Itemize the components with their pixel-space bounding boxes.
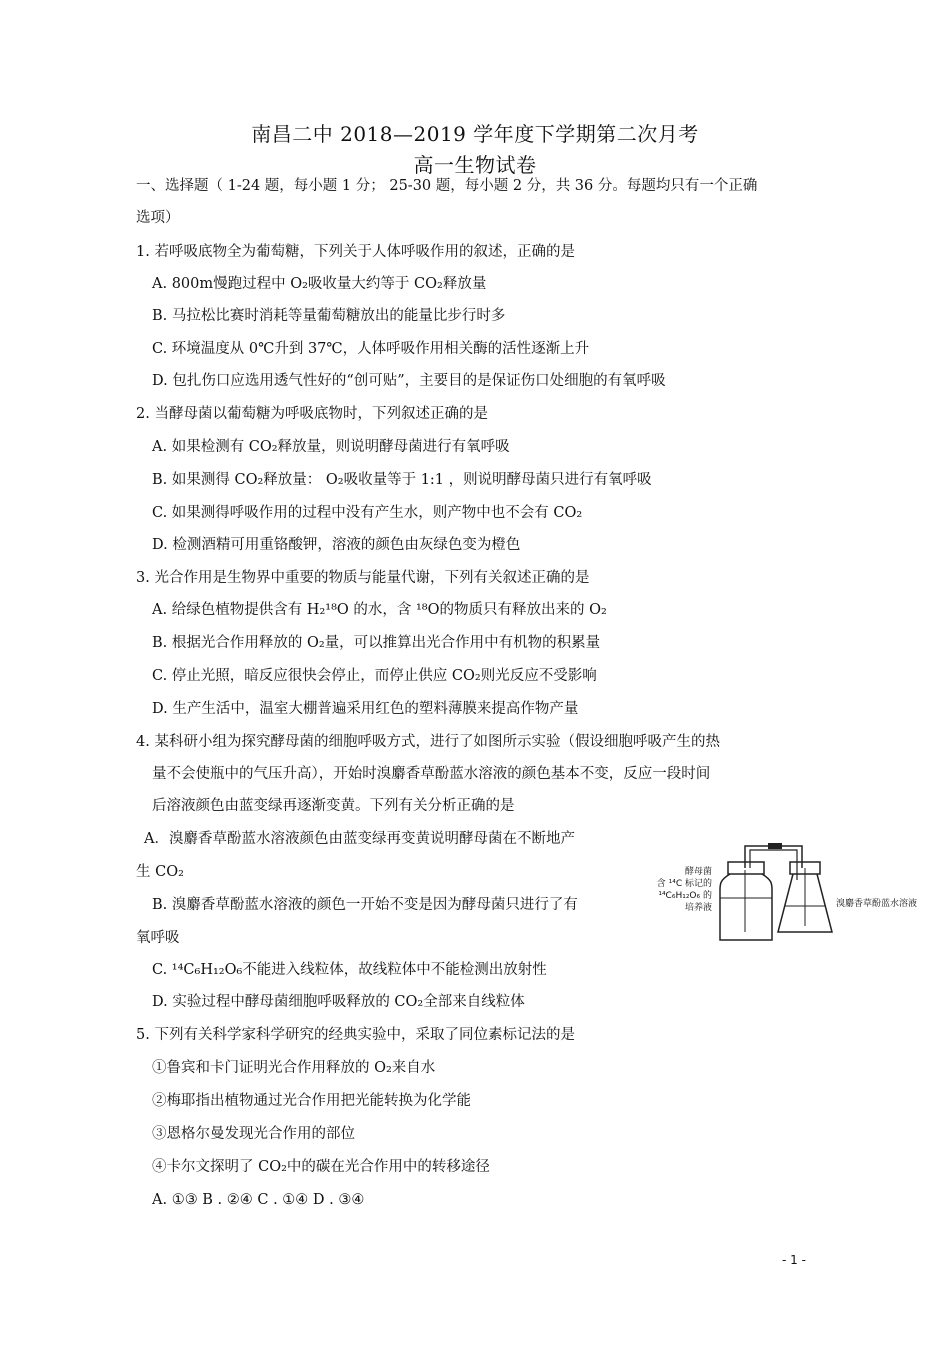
figure-label-glucose: ¹⁴C₆H₁₂O₆ 的 xyxy=(658,891,712,901)
q2-option-a: A. 如果检测有 CO₂释放量，则说明酵母菌进行有氧呼吸 xyxy=(152,439,510,455)
q1-option-c: C. 环境温度从 0℃升到 37℃，人体呼吸作用相关酶的活性逐渐上升 xyxy=(152,341,590,357)
q3-option-a: A. 给绿色植物提供含有 H₂¹⁸O 的水，含 ¹⁸O的物质只有释放出来的 O₂ xyxy=(152,602,607,618)
q2-option-c: C. 如果测得呼吸作用的过程中没有产生水，则产物中也不会有 CO₂ xyxy=(152,505,583,521)
q1-option-a: A. 800m慢跑过程中 O₂吸收量大约等于 CO₂释放量 xyxy=(152,276,487,292)
q1-option-b: B. 马拉松比赛时消耗等量葡萄糖放出的能量比步行时多 xyxy=(152,308,506,324)
q4-option-a: A．溴麝香草酚蓝水溶液颜色由蓝变绿再变黄说明酵母菌在不断地产 xyxy=(144,831,575,847)
figure-label-yeast: 酵母菌 xyxy=(684,867,712,877)
question-3-stem: 3. 光合作用是生物界中重要的物质与能量代谢，下列有关叙述正确的是 xyxy=(136,570,590,586)
figure-label-medium: 培养液 xyxy=(684,903,712,913)
question-4-stem-line2: 量不会使瓶中的气压升高），开始时溴麝香草酚蓝水溶液的颜色基本不变，反应一段时间 xyxy=(152,766,711,782)
question-4-stem-line3: 后溶液颜色由蓝变绿再逐渐变黄。下列有关分析正确的是 xyxy=(152,798,515,814)
question-2-stem: 2. 当酵母菌以葡萄糖为呼吸底物时，下列叙述正确的是 xyxy=(136,406,488,422)
q4-option-b: B. 溴麝香草酚蓝水溶液的颜色一开始不变是因为酵母菌只进行了有 xyxy=(152,897,578,913)
exam-subtitle: 高一生物试卷 xyxy=(413,153,537,177)
question-5-stem: 5. 下列有关科学家科学研究的经典实验中，采取了同位素标记法的是 xyxy=(136,1027,575,1043)
question-4-stem: 4. 某科研小组为探究酵母菌的细胞呼吸方式，进行了如图所示实验（假设细胞呼吸产生的热 xyxy=(136,734,720,750)
q5-item-3: ③恩格尔曼发现光合作用的部位 xyxy=(152,1126,355,1142)
q3-option-b: B. 根据光合作用释放的 O₂量，可以推算出光合作用中有机物的积累量 xyxy=(152,635,601,651)
figure-label-btb: 溴麝香草酚蓝水溶液 xyxy=(836,899,918,909)
q3-option-c: C. 停止光照，暗反应很快会停止，而停止供应 CO₂则光反应不受影响 xyxy=(152,668,597,684)
q4-option-a-cont: 生 CO₂ xyxy=(136,864,184,880)
q4-option-c: C. ¹⁴C₆H₁₂O₆不能进入线粒体，故线粒体中不能检测出放射性 xyxy=(152,962,547,978)
q2-option-b: B. 如果测得 CO₂释放量： O₂吸收量等于 1:1 ，则说明酵母菌只进行有氧呼吸 xyxy=(152,472,652,488)
section-heading-cont: 选项） xyxy=(136,210,180,226)
q5-item-4: ④卡尔文探明了 CO₂中的碳在光合作用中的转移途径 xyxy=(152,1159,490,1175)
q1-option-d: D. 包扎伤口应选用透气性好的“创可贴”，主要目的是保证伤口处细胞的有氧呼吸 xyxy=(152,373,666,389)
page-number: - 1 - xyxy=(782,1253,806,1267)
q5-options: A. ①③ B . ②④ C . ①④ D . ③④ xyxy=(152,1192,365,1208)
question-1-stem: 1. 若呼吸底物全为葡萄糖，下列关于人体呼吸作用的叙述，正确的是 xyxy=(136,244,575,260)
experiment-figure xyxy=(650,840,940,950)
q5-item-1: ①鲁宾和卡门证明光合作用释放的 O₂来自水 xyxy=(152,1060,436,1076)
q3-option-d: D. 生产生活中，温室大棚普遍采用红色的塑料薄膜来提高作物产量 xyxy=(152,701,579,717)
q2-option-d: D. 检测酒精可用重铬酸钾，溶液的颜色由灰绿色变为橙色 xyxy=(152,537,521,553)
figure-label-14c: 含 ¹⁴C 标记的 xyxy=(656,879,712,889)
q5-item-2: ②梅耶指出植物通过光合作用把光能转换为化学能 xyxy=(152,1093,471,1109)
q4-option-d: D. 实验过程中酵母菌细胞呼吸释放的 CO₂全部来自线粒体 xyxy=(152,994,525,1010)
exam-title: 南昌二中 2018—2019 学年度下学期第二次月考 xyxy=(251,122,699,146)
section-heading: 一、选择题（ 1-24 题，每小题 1 分； 25-30 题，每小题 2 分，共 36 分。每题均只有一个正确 xyxy=(136,178,758,194)
q4-option-b-cont: 氧呼吸 xyxy=(136,930,180,946)
